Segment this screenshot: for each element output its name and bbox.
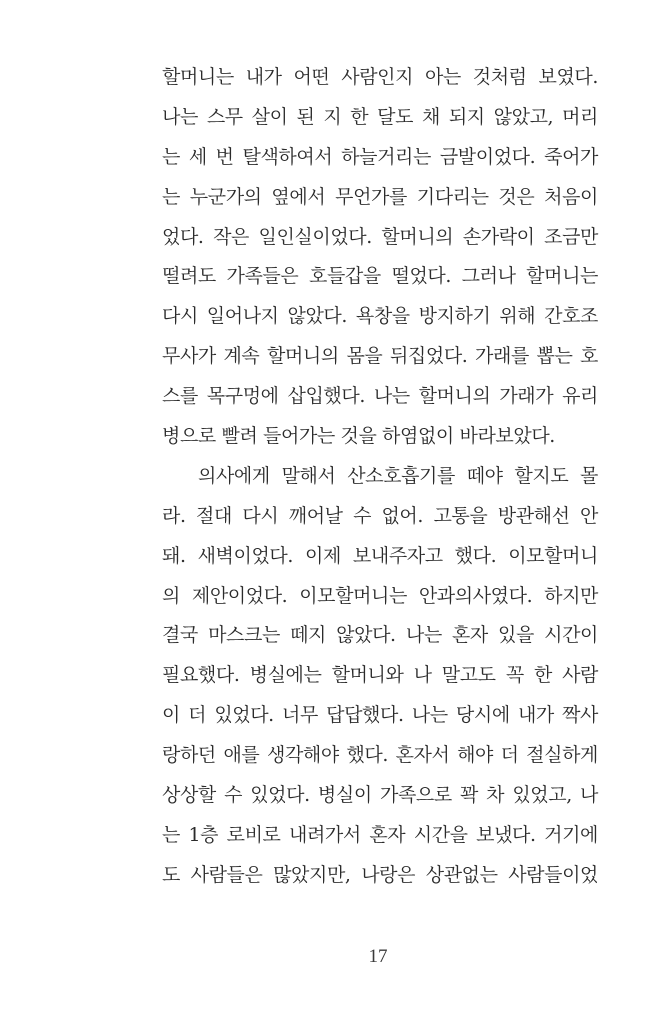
- text-line: 상상할 수 있었다. 병실이 가족으로 꽉 차 있었고, 나: [162, 784, 598, 807]
- paragraph-first-line: 의사에게 말해서 산소호흡기를 떼야 할지도 몰: [198, 464, 598, 487]
- page-number: 17: [368, 946, 388, 967]
- text-line: 는 세 번 탈색하여서 하늘거리는 금발이었다. 죽어가: [162, 145, 598, 168]
- text-line: 나는 스무 살이 된 지 한 달도 채 되지 않았고, 머리: [162, 105, 598, 128]
- text-line: 무사가 계속 할머니의 몸을 뒤집었다. 가래를 뽑는 호: [162, 345, 598, 368]
- text-line: 는 누군가의 옆에서 무언가를 기다리는 것은 처음이: [162, 185, 598, 208]
- text-line: 병으로 빨려 들어가는 것을 하염없이 바라보았다.: [162, 425, 555, 448]
- text-line: 는 1층 로비로 내려가서 혼자 시간을 보냈다. 거기에: [162, 823, 598, 846]
- text-line: 필요했다. 병실에는 할머니와 나 말고도 꼭 한 사람: [162, 664, 598, 687]
- text-line: 할머니는 내가 어떤 사람인지 아는 것처럼 보였다.: [162, 66, 598, 88]
- text-line: 떨려도 가족들은 호들갑을 떨었다. 그러나 할머니는: [162, 265, 598, 288]
- text-line: 도 사람들은 많았지만, 나랑은 상관없는 사람들이었: [162, 863, 598, 886]
- text-line: 랑하던 애를 생각해야 했다. 혼자서 해야 더 절실하게: [162, 744, 598, 767]
- text-line: 결국 마스크는 떼지 않았다. 나는 혼자 있을 시간이: [162, 624, 598, 647]
- text-line: 스를 목구멍에 삽입했다. 나는 할머니의 가래가 유리: [162, 385, 598, 408]
- text-line: 이 더 있었다. 너무 답답했다. 나는 당시에 내가 짝사: [162, 704, 598, 727]
- text-line: 의 제안이었다. 이모할머니는 안과의사였다. 하지만: [162, 584, 598, 607]
- text-line: 었다. 작은 일인실이었다. 할머니의 손가락이 조금만: [162, 225, 598, 248]
- text-line: 다시 일어나지 않았다. 욕창을 방지하기 위해 간호조: [162, 305, 598, 328]
- text-line: 라. 절대 다시 깨어날 수 없어. 고통을 방관해선 안: [162, 504, 598, 527]
- body-text: [162, 58, 598, 896]
- text-line: 돼. 새벽이었다. 이제 보내주자고 했다. 이모할머니: [162, 544, 598, 567]
